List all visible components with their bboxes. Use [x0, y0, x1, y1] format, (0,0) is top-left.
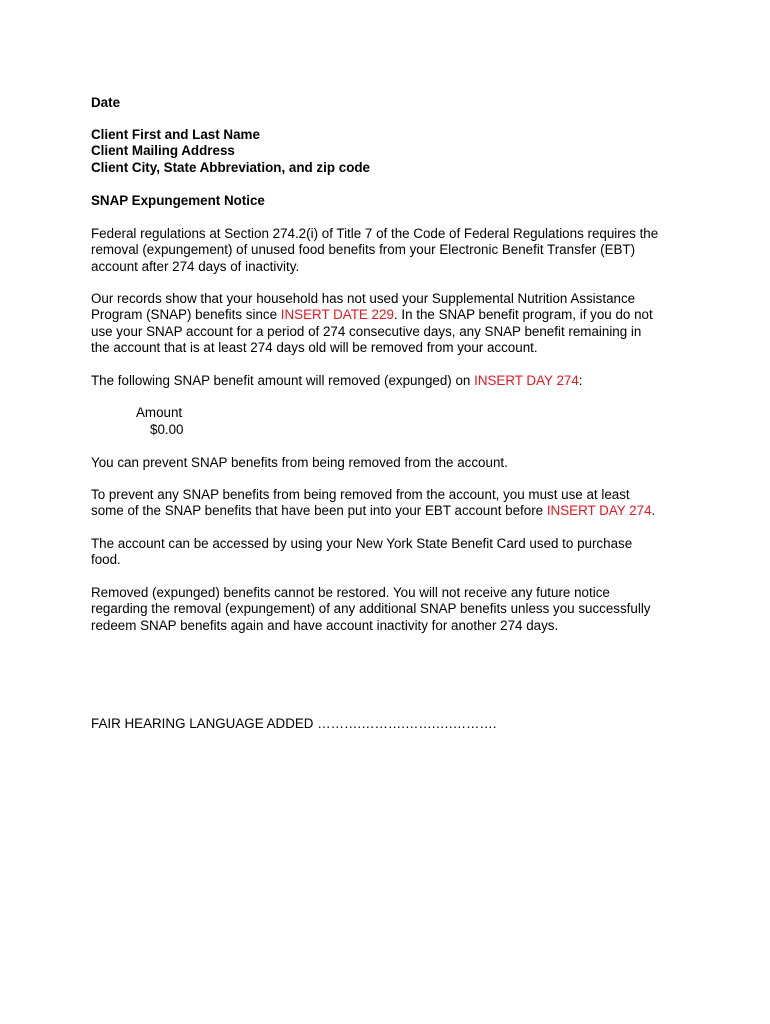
- text-segment: Program (SNAP) benefits since: [91, 307, 281, 323]
- date-text: Date: [91, 95, 121, 110]
- insert-day-placeholder: INSERT DAY 274: [474, 373, 579, 388]
- paragraph-how-to-prevent: [91, 487, 691, 520]
- paragraph-prevent: [91, 455, 691, 471]
- insert-date-placeholder: INSERT DATE 229: [280, 307, 394, 323]
- client-mailing-address: Client Mailing Address: [91, 143, 235, 159]
- client-address-block: [91, 127, 691, 176]
- paragraph-line: removal (expungement) of unused food benefits from your Electronic Benefit Transfer (EBT): [91, 242, 636, 258]
- client-name: Client First and Last Name: [91, 127, 260, 142]
- notice-title-text: SNAP Expungement Notice: [91, 193, 265, 208]
- paragraph-line: Our records show that your household has not used your Supplemental Nutrition Assistance: [91, 291, 636, 306]
- amount-value: [150, 422, 750, 438]
- text-segment: :: [578, 373, 583, 388]
- paragraph-line: redeem SNAP benefits again and have account inactivity for another 274 days.: [91, 617, 559, 633]
- notice-title: [91, 193, 691, 209]
- paragraph-line: Removed (expunged) benefits cannot be restored. You will not receive any future notice: [91, 585, 610, 600]
- client-city-state-zip: Client City, State Abbreviation, and zip code: [91, 159, 371, 175]
- amount-value-text: $0.00: [150, 422, 184, 437]
- text-segment: .: [651, 503, 656, 519]
- insert-day-placeholder: INSERT DAY 274: [546, 503, 652, 519]
- text-segment: . In the SNAP benefit program, if you do not: [393, 307, 653, 323]
- paragraph-records: [91, 291, 691, 356]
- paragraph-line: account after 274 days of inactivity.: [91, 258, 300, 274]
- fair-hearing-line: [91, 716, 691, 732]
- paragraph-amount-intro: [91, 373, 691, 389]
- paragraph-removed: [91, 585, 691, 634]
- paragraph-line: the account that is at least 274 days old will be removed from your account.: [91, 339, 538, 355]
- paragraph-line: The account can be accessed by using your New York State Benefit Card used to purchase: [91, 536, 633, 551]
- date-label: [91, 95, 691, 111]
- paragraph-line: You can prevent SNAP benefits from being removed from the account.: [91, 455, 508, 470]
- fair-hearing-text: FAIR HEARING LANGUAGE ADDED ……….……….…….….……….: [91, 716, 497, 731]
- paragraph-access: [91, 536, 691, 569]
- text-segment: some of the SNAP benefits that have been put into your EBT account before: [91, 503, 547, 519]
- paragraph-line: [91, 307, 691, 323]
- paragraph-line: To prevent any SNAP benefits from being removed from the account, you must use at least: [91, 487, 630, 502]
- paragraph-line: use your SNAP account for a period of 274 consecutive days, any SNAP benefit remaining in: [91, 323, 642, 339]
- paragraph-regulations: [91, 226, 691, 275]
- paragraph-line: food.: [91, 552, 121, 568]
- paragraph-line: Federal regulations at Section 274.2(i) of Title 7 of the Code of Federal Regulations requires the: [91, 226, 659, 241]
- amount-label-text: Amount: [136, 405, 183, 420]
- paragraph-line: [91, 503, 691, 519]
- paragraph-line: regarding the removal (expungement) of any additional SNAP benefits unless you successfully: [91, 601, 651, 617]
- amount-label: [136, 405, 736, 421]
- paragraph-line: [91, 373, 691, 389]
- text-segment: The following SNAP benefit amount will removed (expunged) on: [91, 373, 475, 388]
